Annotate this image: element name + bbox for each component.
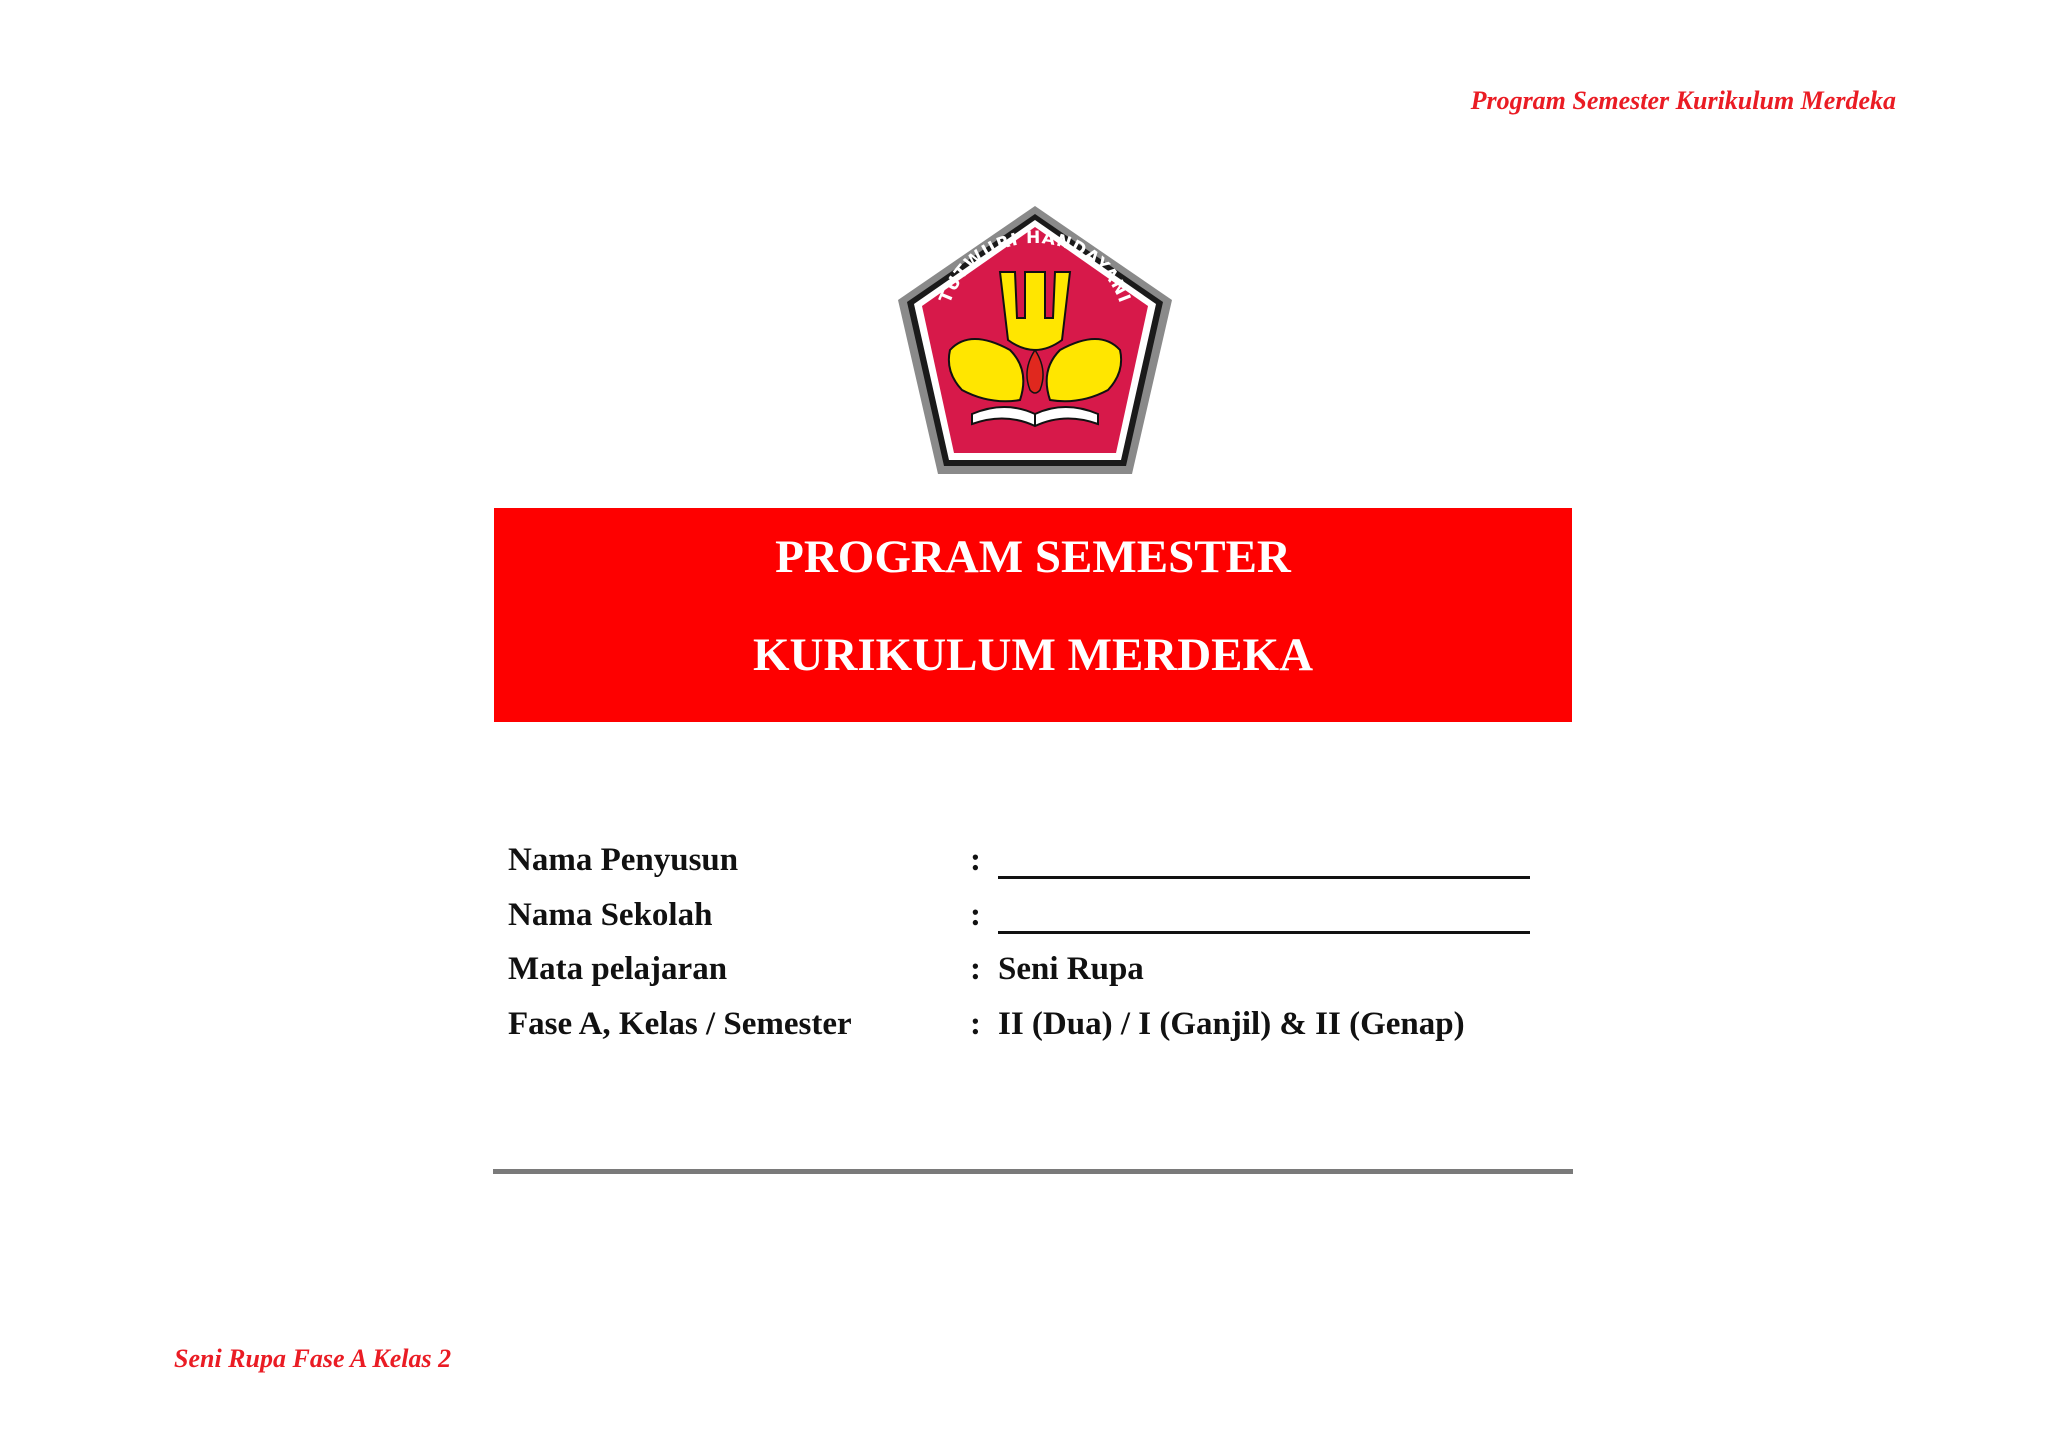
- info-value: Seni Rupa: [998, 951, 1144, 987]
- page-header: Program Semester Kurikulum Merdeka: [1470, 86, 1896, 115]
- fill-in-line: [998, 931, 1530, 934]
- info-label: Fase A, Kelas / Semester: [508, 1005, 852, 1042]
- title-line-1: PROGRAM SEMESTER: [775, 531, 1291, 583]
- document-info: [508, 842, 1558, 1060]
- info-colon: :: [970, 1005, 981, 1042]
- title-line-2: KURIKULUM MERDEKA: [752, 629, 1314, 681]
- info-label: Mata pelajaran: [508, 951, 728, 987]
- info-colon: :: [970, 951, 981, 987]
- info-row-fase-kelas-semester: [508, 1006, 1558, 1061]
- page-footer: Seni Rupa Fase A Kelas 2: [174, 1344, 452, 1373]
- info-label: Nama Sekolah: [508, 896, 713, 933]
- horizontal-rule: [493, 1169, 1573, 1174]
- info-row-nama-sekolah: [508, 897, 1558, 952]
- logo-motto-text: TUTWURI HANDAYANI: [935, 227, 1135, 307]
- info-row-mata-pelajaran: [508, 951, 1558, 1006]
- info-colon: :: [970, 896, 981, 933]
- info-value: II (Dua) / I (Ganjil) & II (Genap): [998, 1005, 1465, 1042]
- info-row-nama-penyusun: [508, 842, 1558, 897]
- info-colon: :: [970, 842, 981, 878]
- tut-wuri-handayani-logo: [890, 200, 1180, 485]
- fill-in-line: [998, 876, 1530, 879]
- info-label: Nama Penyusun: [508, 842, 739, 878]
- title-banner: [494, 508, 1572, 722]
